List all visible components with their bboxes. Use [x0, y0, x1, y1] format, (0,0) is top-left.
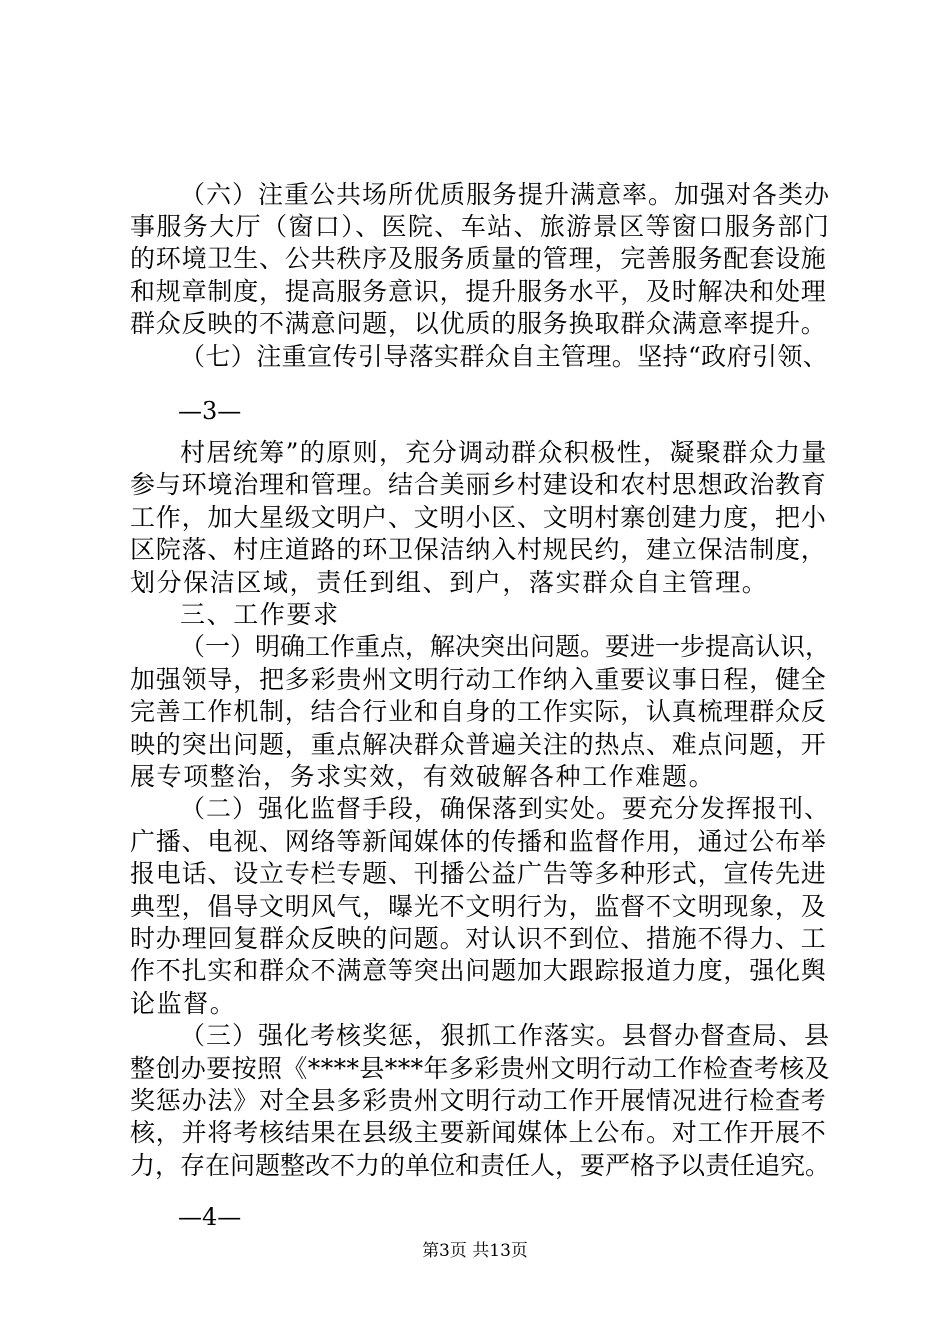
text-line: 区院落、村庄道路的环卫保洁纳入村规民约，建立保洁制度， — [130, 535, 827, 564]
text-line: 作不扎实和群众不满意等突出问题加大跟踪报道力度，强化舆 — [130, 956, 827, 985]
text-line: 力，存在问题整改不力的单位和责任人，要严格予以责任追究。 — [130, 1151, 831, 1180]
text-line: （二）强化监督手段，确保落到实处。要充分发挥报刊、 — [180, 794, 831, 823]
page-marker: —3— — [178, 397, 242, 425]
text-line: 核，并将考核结果在县级主要新闻媒体上公布。对工作开展不 — [130, 1118, 827, 1147]
page-marker: —4— — [178, 1203, 242, 1231]
text-line: 工作，加大星级文明户、文明小区、文明村寨创建力度，把小 — [130, 503, 827, 532]
text-line: 划分保洁区域，责任到组、到户，落实群众自主管理。 — [130, 568, 769, 597]
text-line: 加强领导，把多彩贵州文明行动工作纳入重要议事日程，健全 — [130, 665, 827, 694]
text-line: 事服务大厅（窗口）、医院、车站、旅游景区等窗口服务部门 — [130, 212, 831, 241]
text-line: 村居统筹”的原则，充分调动群众积极性，凝聚群众力量 — [180, 438, 828, 467]
text-line: 的环境卫生、公共秩序及服务质量的管理，完善服务配套设施 — [130, 244, 827, 273]
text-line: 和规章制度，提高服务意识，提升服务水平，及时解决和处理 — [130, 277, 827, 306]
text-line: 报电话、设立专栏专题、刊播公益广告等多种形式，宣传先进 — [130, 859, 827, 888]
text-line: （一）明确工作重点，解决突出问题。要进一步提高认识， — [180, 632, 831, 661]
text-line: 映的突出问题，重点解决群众普遍关注的热点、难点问题，开 — [130, 730, 827, 759]
text-line: 完善工作机制，结合行业和自身的工作实际，认真梳理群众反 — [130, 697, 827, 726]
text-line: 参与环境治理和管理。结合美丽乡村建设和农村思想政治教育 — [130, 470, 827, 499]
text-line: 整创办要按照《****县***年多彩贵州文明行动工作检查考核及 — [130, 1054, 830, 1083]
text-line: （三）强化考核奖惩，狠抓工作落实。县督办督查局、县 — [180, 1021, 831, 1050]
text-line: （六）注重公共场所优质服务提升满意率。加强对各类办 — [180, 180, 831, 209]
page-footer: 第3页 共13页 — [422, 1241, 528, 1261]
text-line: 典型，倡导文明风气，曝光不文明行为，监督不文明现象，及 — [130, 892, 827, 921]
text-line: 时办理回复群众反映的问题。对认识不到位、措施不得力、工 — [130, 924, 827, 953]
text-line: 展专项整治，务求实效，有效破解各种工作难题。 — [130, 762, 716, 791]
section-heading: 三、工作要求 — [180, 600, 340, 629]
text-line: 奖惩办法》对全县多彩贵州文明行动工作开展情况进行检查考 — [130, 1086, 827, 1115]
text-line: 广播、电视、网络等新闻媒体的传播和监督作用，通过公布举 — [130, 827, 827, 856]
text-line: 群众反映的不满意问题，以优质的服务换取群众满意率提升。 — [130, 309, 827, 338]
text-line: （七）注重宣传引导落实群众自主管理。坚持“政府引领、 — [180, 342, 829, 371]
text-line: 论监督。 — [130, 989, 237, 1018]
